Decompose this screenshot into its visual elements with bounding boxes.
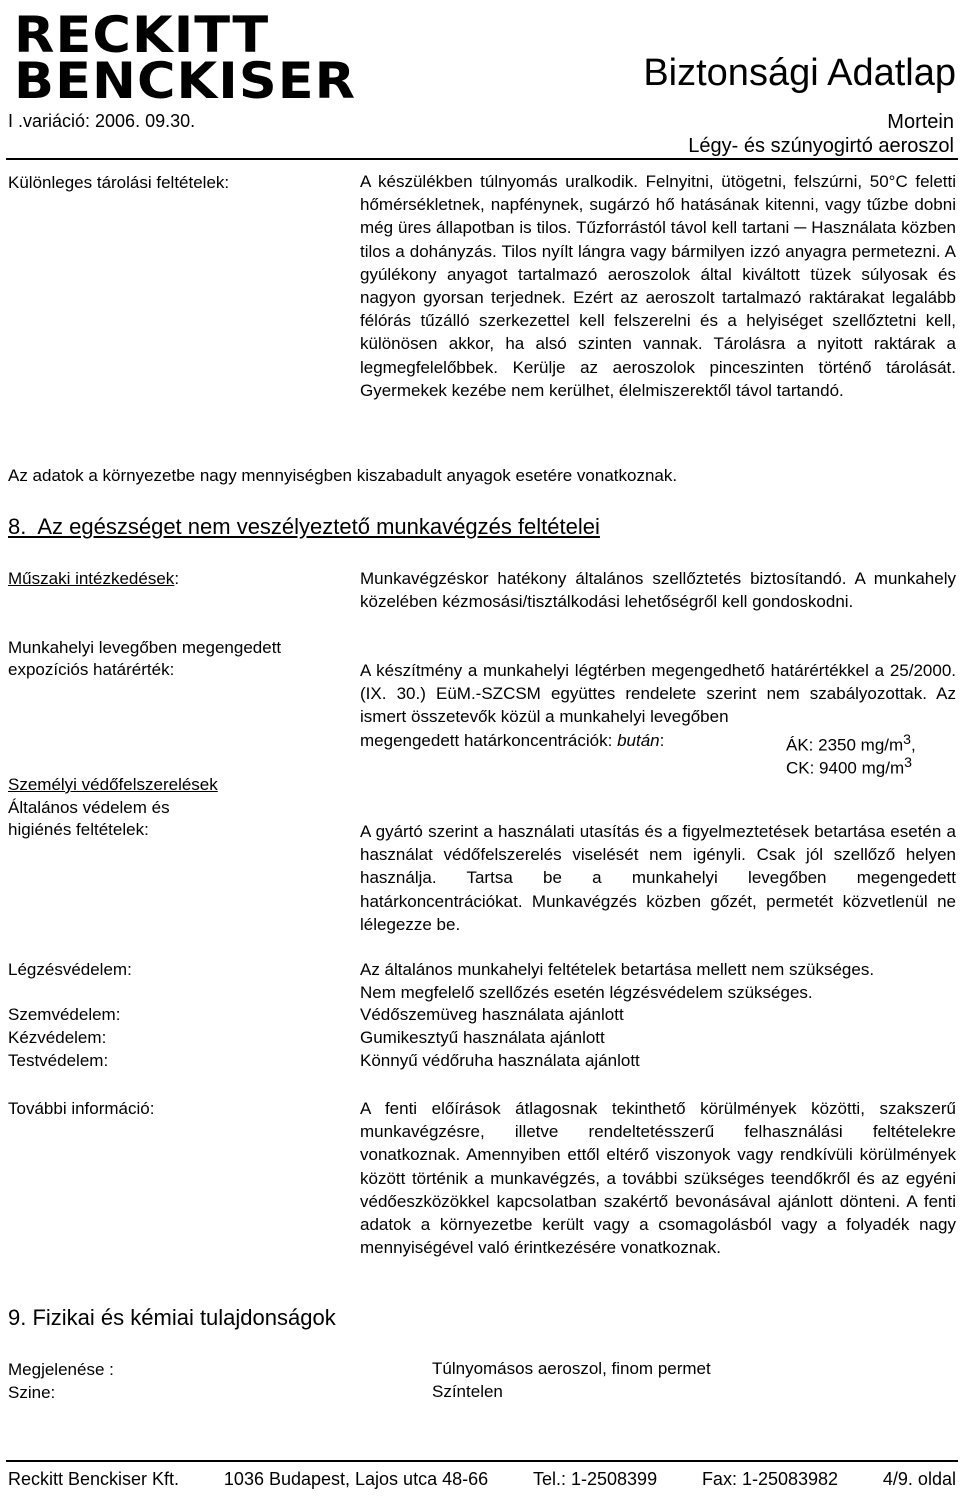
exposure-limit-label [8, 637, 281, 681]
ak-superscript: 3 [903, 731, 912, 748]
footer-phone: Tel.: 1-2508399 [532, 1469, 658, 1489]
eye-colon: : [115, 1005, 121, 1024]
general-label-line-2 [8, 819, 170, 841]
technical-measures-title: Műszaki intézkedések [8, 569, 175, 588]
section-8-title: 8. Az egészséget nem veszélyeztető munkavégzés feltételei [8, 514, 600, 539]
page-footer [8, 1467, 956, 1491]
hand-label-text: Kézvédelem [8, 1028, 102, 1047]
appearance-label: Megjelenése : [8, 1360, 114, 1379]
technical-measures-label [8, 568, 179, 590]
color-value: Színtelen [432, 1382, 503, 1401]
substance-colon: : [659, 730, 665, 750]
body-label-text: Testvédelem [8, 1051, 104, 1070]
hand-protection-label [8, 1027, 106, 1049]
footer-fax: Fax: 1-25083982 [701, 1469, 839, 1489]
limit-values [360, 729, 956, 778]
body-protection-label [8, 1050, 108, 1072]
footer-company: Reckitt Benckiser Kft. [8, 1469, 180, 1489]
storage-label: Különleges tárolási feltételek: [8, 173, 230, 192]
variant-date: I .variáció: 2006. 09.30. [8, 111, 196, 131]
general-colon: : [144, 820, 149, 839]
section-8-heading [8, 513, 600, 541]
ak-tail: , [911, 735, 916, 755]
ck-limit [786, 752, 912, 780]
general-protection-text: A gyártó szerint a használati utasítás és a figyelmeztetések betartása esetén a használat védőfelszerelés viselését nem igényli. Csak jól szellőző helyen használja. Tartsa be a munkahelyi levegőben megengedett határkoncentrációkat. Munkavégzés közben gőzét, permetét közvetlenül ne lélegezze be. [360, 822, 956, 934]
hand-colon: : [101, 1028, 107, 1047]
exposure-limit-text: A készítmény a munkahelyi légtérben megengedhető határértékkel a 25/2000. (IX. 30.) EüM.-SZCSM együttes rendelete szerint nem szabályozottak. Az ismert összetevők közül a munkahelyi levegőben [360, 661, 956, 727]
footer-page-number: 4/9. oldal [882, 1469, 956, 1489]
product-name: Mortein [887, 111, 954, 133]
respiratory-label: Légzésvédelem: [8, 960, 132, 979]
technical-measures-colon: : [174, 569, 180, 588]
exposure-label-line-1: Munkahelyi levegőben megengedett [8, 638, 282, 657]
product-info [688, 110, 954, 158]
storage-text: A készülékben túlnyomás uralkodik. Felnyitni, ütögetni, felszúrni, 50°C feletti hőmérsékletnek, napfénynek, sugárzó hő hatásának kitenni, vagy tűzbe dobni még üres állapotban is tilos. Tűzforrástól távol kell tartani ─ Használata közben tilos a dohányzás. Tilos nyílt lángra vagy bármilyen izzó anyagra permetezni. A gyúlékony anyagot tartalmazó aeroszolok által kiváltott tüzek súlyosak és nagyon gyorsan terjednek. Ezért az aeroszolt tartalmazó raktárakat legalább félórás tűzálló szerkezettel kell felszerelni és a helyiséget szellőztetni kell, különösen akkor, ha alsó szinten vannak. Tárolásra a nyitott raktárak a legmegfelelőbbek. Kerülje az aeroszolok pinceszinten történő tárolását. Gyermekek kezébe nem kerülhet, élelmiszerektől távol tartandó. [360, 172, 956, 400]
ppe-label [8, 774, 218, 796]
product-description: Légy- és szúnyogirtó aeroszol [688, 135, 954, 157]
eye-label-text: Szemvédelem [8, 1005, 116, 1024]
footer-address: 1036 Budapest, Lajos utca 48-66 [223, 1469, 489, 1489]
body-protection-text: Könnyű védőruha használata ajánlott [360, 1051, 640, 1070]
section-9-heading: 9. Fizikai és kémiai tulajdonságok [8, 1305, 336, 1330]
logo-line-1: RECKITT [14, 6, 270, 64]
hand-protection-text: Gumikesztyű használata ajánlott [360, 1028, 605, 1047]
general-label-line-1: Általános védelem és [8, 798, 170, 817]
ppe-title: Személyi védőfelszerelések [8, 775, 218, 794]
appearance-value: Túlnyomásos aeroszol, finom permet [432, 1359, 711, 1378]
ck-superscript: 3 [904, 754, 912, 771]
exposure-label-line-2: expozíciós határérték: [8, 660, 175, 679]
respiratory-text-1: Az általános munkahelyi feltételek betartása mellett nem szükséges. [360, 960, 875, 979]
further-info-label: További információ: [8, 1099, 155, 1118]
logo-line-2: BENCKISER [14, 52, 357, 110]
color-label: Szine: [8, 1383, 56, 1402]
ak-value: ÁK: 2350 mg/m [786, 735, 904, 755]
environment-note: Az adatok a környezetbe nagy mennyiségben kiszabadult anyagok esetére vonatkoznak. [8, 466, 678, 485]
exposure-limit-block [360, 659, 956, 778]
eye-protection-text: Védőszemüveg használata ajánlott [360, 1005, 624, 1024]
respiratory-text-2: Nem megfelelő szellőzés esetén légzésvédelem szükséges. [360, 983, 813, 1003]
further-info-text: A fenti előírások átlagosnak tekinthető körülmények közötti, szakszerű munkavégzésre, illetve rendeltetésszerű felhasználási feltételekre vonatkoznak. Amennyiben ettől eltérő viszonyok vagy rendkívüli körülmények között történik a munkavégzés, a további szükséges teendőkről és az egyéni védőeszközökkel kapcsolatban szakértő bevonásával ajánlott dönteni. A fenti adatok a környezetbe került vagy a csomagolásból vagy a folyadék nagy mennyiségével való érintkezésére vonatkoznak. [360, 1099, 956, 1258]
limit-intro [360, 729, 664, 752]
body-colon: : [103, 1051, 109, 1070]
general-protection-label [8, 797, 170, 841]
technical-measures-text: Munkavégzéskor hatékony általános szellőztetés biztosítandó. A munkahely közelében kézmosási/tisztálkodási lehetőségről kell gondoskodni. [360, 569, 956, 612]
document-title: Biztonsági Adatlap [643, 52, 956, 94]
eye-protection-label [8, 1004, 120, 1026]
header-divider [6, 158, 958, 160]
ck-value: CK: 9400 mg/m [786, 758, 905, 778]
respiratory-text [360, 958, 956, 1004]
substance-name: bután [617, 730, 660, 750]
company-logo [14, 6, 357, 110]
general-label-2-text: higiénés feltételek [8, 820, 145, 839]
limit-intro-text: megengedett határkoncentrációk: [360, 730, 618, 750]
footer-divider [6, 1460, 958, 1462]
